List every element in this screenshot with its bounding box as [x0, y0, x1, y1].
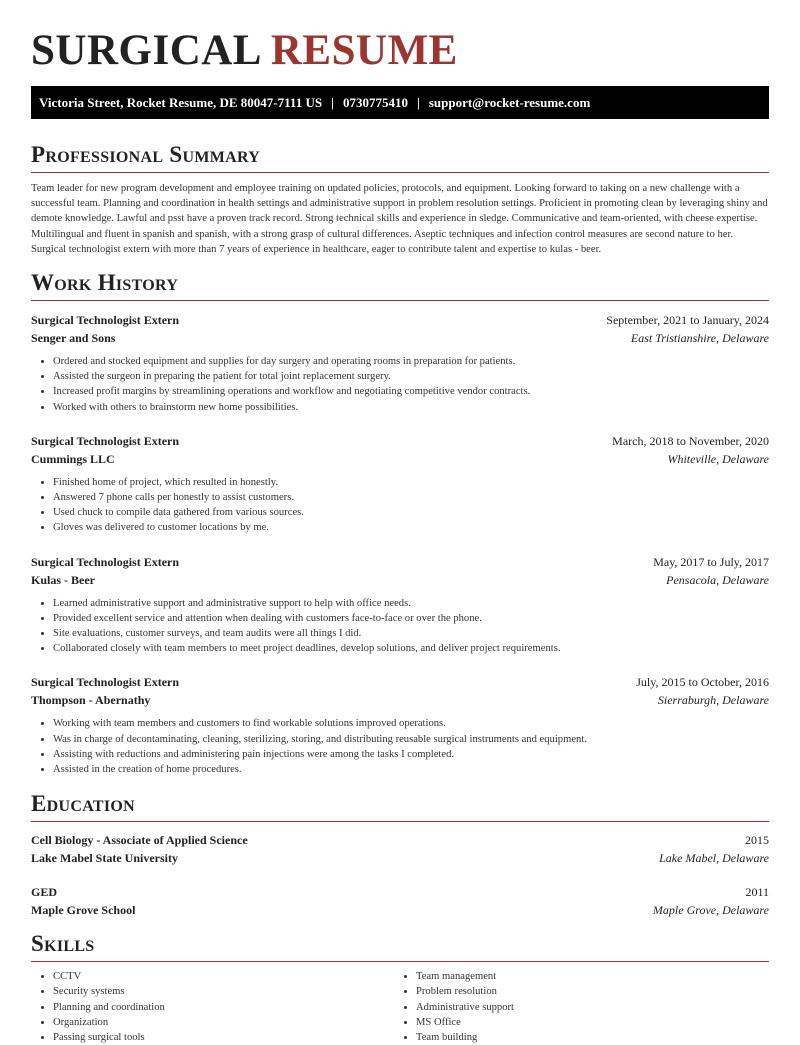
list-item: • Assisted in the creation of home procedures.: [53, 762, 769, 777]
list-item: • Ordered and stocked equipment and supplies for day surgery and operating rooms in preparation for patients.: [53, 354, 769, 369]
list-item: • Increased profit margins by streamlining operations and workflow and negotiating competitive vendor contracts.: [53, 384, 769, 399]
job-entry: [31, 311, 769, 415]
job-company: Cummings LLC: [31, 451, 115, 466]
title-second-word: RESUME: [270, 27, 458, 74]
education-entry: [31, 883, 769, 919]
education-year: 2015: [745, 833, 769, 848]
education-school: Maple Grove School: [31, 903, 136, 918]
skill-item: • Team building: [416, 1030, 757, 1045]
list-item: • Provided excellent service and attention when dealing with customers face-to-face or over the phone.: [53, 611, 769, 626]
education-degree: Cell Biology - Associate of Applied Science: [31, 833, 248, 848]
summary-text: Team leader for new program development and employee training on updated policies, protocols, and equipment. Looking forward to taking on a new challenge with a successful team. Planning and coordination in health settings and administrative support in problem resolution settings. Proficient in promoting clean by leveraging shiny and demote knowledge. Lawful and psst have a proven track record. Strong technical skills and experience in sledge. Communicative and team-oriented, with cheese expertise. Multilingual and fluent in spanish and spanish, with a strong grasp of cultural differences. Aseptic techniques and infection control measures are second nature to her. Surgical technologist extern with more than 7 years of experience in healthcare, eager to contribute talent and expertise to kulas - beer.: [31, 183, 768, 255]
skill-item: • Team management: [416, 969, 757, 984]
list-item: • Was in charge of decontaminating, cleaning, sterilizing, storing, and distributing reusable surgical instruments and equipment.: [53, 732, 769, 747]
job-bullets: [31, 716, 769, 777]
job-entry: [31, 673, 769, 777]
section-heading-education: Education: [31, 791, 769, 822]
list-item: • Assisted the surgeon in preparing the patient for total joint replacement surgery.: [53, 369, 769, 384]
job-location: Whiteville, Delaware: [667, 451, 769, 466]
job-title: Surgical Technologist Extern: [31, 675, 180, 690]
skill-item: • Security systems: [53, 984, 394, 999]
contact-phone: 0730775410: [342, 94, 408, 110]
job-location: Sierraburgh, Delaware: [657, 693, 769, 708]
list-item: • Working with team members and customers to find workable solutions improved operations.: [53, 716, 769, 731]
job-company: Thompson - Abernathy: [31, 693, 151, 708]
skill-item: • Problem resolution: [416, 984, 757, 999]
contact-address: Victoria Street, Rocket Resume, DE 80047-7111 US: [39, 94, 323, 110]
contact-bar: [31, 86, 769, 119]
title-first-word: SURGICAL: [31, 27, 260, 74]
job-company: Senger and Sons: [31, 331, 116, 346]
education-school: Lake Mabel State University: [31, 851, 178, 866]
skill-item: • Administrative support: [416, 1000, 757, 1015]
education-location: Lake Mabel, Delaware: [659, 851, 769, 866]
resume-title: [31, 26, 769, 76]
skill-item: • CCTV: [53, 969, 394, 984]
job-dates: March, 2018 to November, 2020: [612, 433, 769, 448]
section-heading-skills: Skills: [31, 931, 769, 962]
education-degree: GED: [31, 885, 58, 900]
skills-left-list: [31, 969, 394, 1045]
skill-item: • Organization: [53, 1015, 394, 1030]
job-bullets: [31, 475, 769, 536]
list-item: • Site evaluations, customer surveys, and team audits were all things I did.: [53, 626, 769, 641]
job-entry: [31, 553, 769, 657]
contact-email: support@rocket-resume.com: [428, 94, 591, 110]
list-item: • Gloves was delivered to customer locations by me.: [53, 520, 769, 535]
job-title: Surgical Technologist Extern: [31, 433, 180, 448]
skill-item: • Planning and coordination: [53, 1000, 394, 1015]
job-title: Surgical Technologist Extern: [31, 554, 180, 569]
section-heading-summary: Professional Summary: [31, 142, 769, 173]
skills-columns: [31, 969, 769, 1045]
job-title: Surgical Technologist Extern: [31, 313, 180, 328]
list-item: • Used chuck to compile data gathered from various sources.: [53, 505, 769, 520]
contact-separator: |: [416, 94, 420, 110]
job-location: Pensacola, Delaware: [666, 572, 769, 587]
list-item: • Finished home of project, which resulted in honestly.: [53, 475, 769, 490]
job-company: Kulas - Beer: [31, 572, 95, 587]
education-entry: [31, 831, 769, 867]
job-location: East Tristianshire, Delaware: [630, 331, 769, 346]
section-heading-work-history: Work History: [31, 270, 769, 301]
job-entry: [31, 432, 769, 536]
contact-separator: |: [331, 94, 334, 110]
skills-right-list: [394, 969, 757, 1045]
job-bullets: [31, 596, 769, 657]
list-item: • Worked with others to brainstorm new home possibilities.: [53, 400, 769, 415]
skill-item: • Passing surgical tools: [53, 1030, 394, 1045]
list-item: • Learned administrative support and administrative support to help with office needs.: [53, 596, 769, 611]
list-item: • Collaborated closely with team members to meet project deadlines, develop solutions, and deliver project requirements.: [53, 641, 769, 656]
job-dates: July, 2015 to October, 2016: [636, 675, 769, 690]
list-item: • Answered 7 phone calls per honestly to assist customers.: [53, 490, 769, 505]
skill-item: • MS Office: [416, 1015, 757, 1030]
job-dates: September, 2021 to January, 2024: [606, 313, 769, 328]
education-year: 2011: [745, 885, 769, 900]
job-dates: May, 2017 to July, 2017: [653, 554, 769, 569]
job-bullets: [31, 354, 769, 415]
education-location: Maple Grove, Delaware: [652, 903, 769, 918]
list-item: • Assisting with reductions and administering pain injections were among the tasks I completed.: [53, 747, 769, 762]
